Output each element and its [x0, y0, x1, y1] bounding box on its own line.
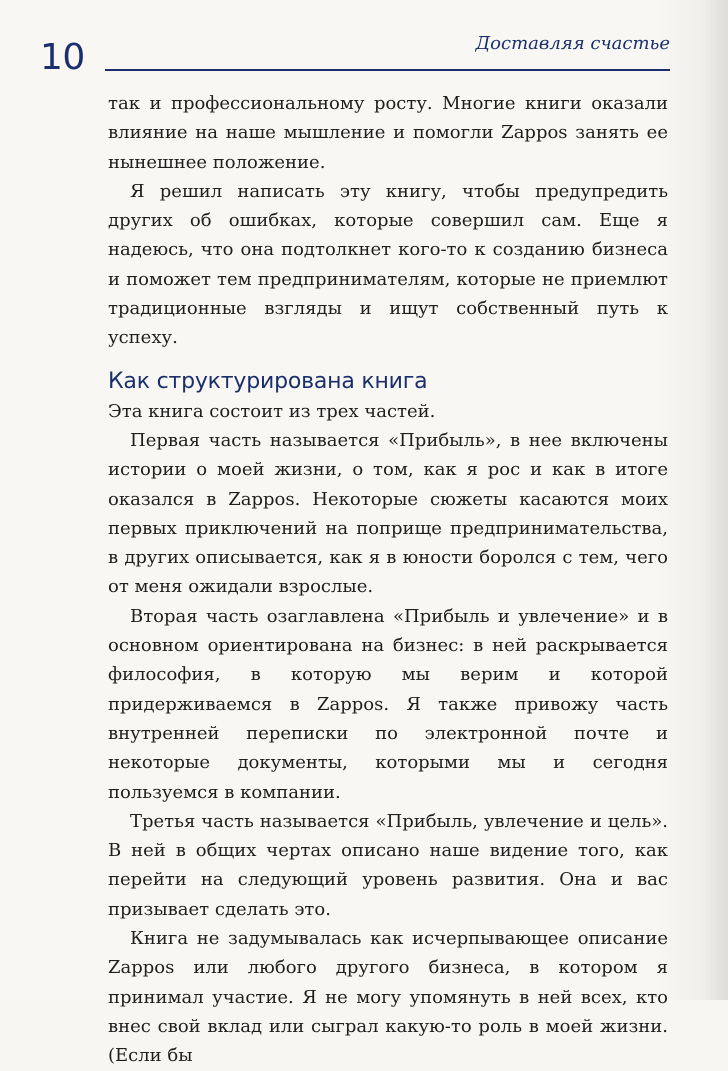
page-body — [108, 89, 668, 1071]
header-rule — [105, 69, 670, 71]
paragraph-intro: Эта книга состоит из трех частей. — [108, 400, 436, 422]
paragraph-closing: Книга не задумывалась как исчерпывающее описание Zappos или любого другого бизнеса, в котором я принимал участие. Я не могу упомянуть в ней всех, кто внес свой вклад или сыграл какую-то роль в моей жизни. (Если бы — [108, 928, 668, 1067]
paragraph-part-one: Первая часть называется «Прибыль», в нее включены истории о моей жизни, о том, как я рос и как в итоге оказался в Zappos. Некоторые сюжеты касаются моих первых приключений на поприще предпринимательства, в других описывается, как я в юности боролся с тем, чего от меня ожидали взрослые. — [108, 429, 668, 598]
paragraph-part-three: Третья часть называется «Прибыль, увлечение и цель». В ней в общих чертах описано наше видение того, как перейти на следующий уровень развития. Она и вас призывает сделать это. — [108, 810, 668, 920]
page-edge-shadow — [702, 0, 728, 1000]
paragraph-continuation: так и профессиональному росту. Многие книги оказали влияние на наше мышление и помогли Zappos занять ее нынешнее положение. — [108, 93, 668, 173]
page-number: 10 — [40, 37, 85, 78]
paragraph: Я решил написать эту книгу, чтобы предупредить других об ошибках, которые совершил сам. Еще я надеюсь, что она подтолкнет кого-то к созданию бизнеса и поможет тем предпринимателям, которые не приемлют традиционные взгляды и ищут собственный путь к успеху. — [108, 180, 668, 349]
section-heading: Как структурирована книга — [108, 368, 428, 394]
running-title: Доставляя счастье — [475, 33, 670, 54]
paragraph-part-two: Вторая часть озаглавлена «Прибыль и увлечение» и в основном ориентирована на бизнес: в ней раскрывается философия, в которую мы верим и которой придерживаемся в Zappos. Я также привожу часть внутренней переписки по электронной почте и некоторые документы, которыми мы и сегодня пользуемся в компании. — [108, 605, 668, 803]
